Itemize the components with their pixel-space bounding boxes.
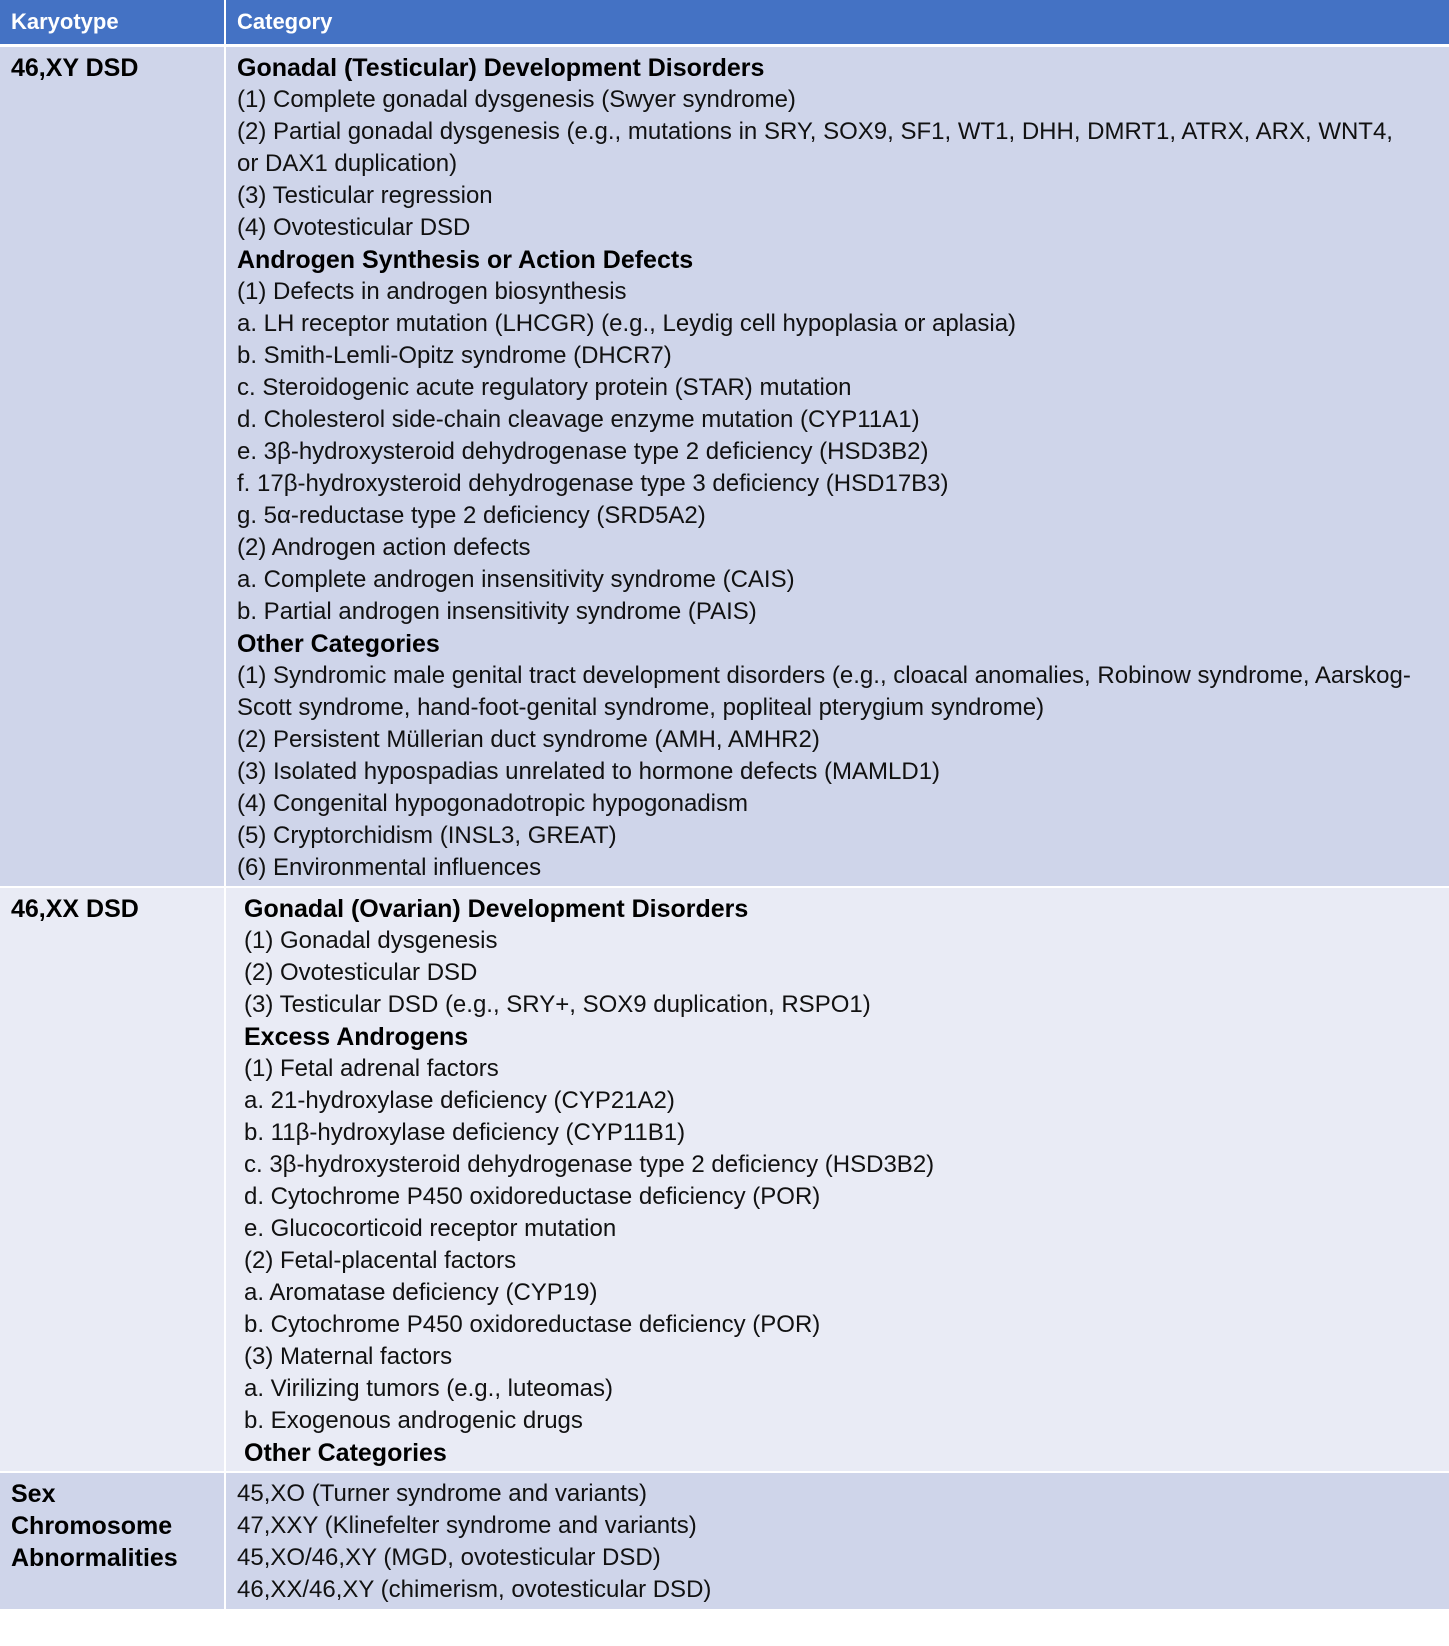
category-item: 46,XX/46,XY (chimerism, ovotesticular DSD) bbox=[237, 1576, 712, 1603]
category-item: (1) Fetal adrenal factors bbox=[244, 1055, 499, 1082]
category-item: (3) Testicular regression bbox=[237, 182, 493, 209]
category-item: d. Cholesterol side-chain cleavage enzyme mutation (CYP11A1) bbox=[237, 406, 920, 433]
category-item: a. Aromatase deficiency (CYP19) bbox=[244, 1279, 598, 1306]
category-item: (2) Fetal-placental factors bbox=[244, 1247, 517, 1274]
category-item: (2) Ovotesticular DSD bbox=[244, 959, 478, 986]
category-heading: Other Categories bbox=[237, 630, 440, 658]
category-item: g. 5α-reductase type 2 deficiency (SRD5A2) bbox=[237, 502, 706, 529]
category-item: a. Virilizing tumors (e.g., luteomas) bbox=[244, 1375, 614, 1402]
category-cell bbox=[225, 887, 1449, 1472]
category-item: b. Partial androgen insensitivity syndrome (PAIS) bbox=[237, 598, 757, 625]
category-item: (1) Syndromic male genital tract development disorders (e.g., cloacal anomalies, Robinow syndrome, Aarskog-Scott syndrome, hand-foot-genital syndrome, popliteal pterygium syndrome) bbox=[237, 662, 1411, 721]
category-item: (5) Cryptorchidism (INSL3, GREAT) bbox=[237, 822, 617, 849]
category-item: f. 17β-hydroxysteroid dehydrogenase type 3 deficiency (HSD17B3) bbox=[237, 470, 949, 497]
category-heading: Androgen Synthesis or Action Defects bbox=[237, 246, 694, 274]
header-category: Category bbox=[225, 0, 1449, 46]
category-item: b. 11β-hydroxylase deficiency (CYP11B1) bbox=[244, 1119, 686, 1146]
category-item: e. Glucocorticoid receptor mutation bbox=[244, 1215, 617, 1242]
category-heading: Gonadal (Testicular) Development Disorders bbox=[237, 54, 765, 82]
category-item: 45,XO (Turner syndrome and variants) bbox=[237, 1480, 647, 1507]
table-row bbox=[0, 887, 1449, 1472]
category-item: (3) Isolated hypospadias unrelated to hormone defects (MAMLD1) bbox=[237, 758, 941, 785]
category-item: a. LH receptor mutation (LHCGR) (e.g., Leydig cell hypoplasia or aplasia) bbox=[237, 310, 1017, 337]
category-item: (4) Congenital hypogonadotropic hypogonadism bbox=[237, 790, 749, 817]
header-karyotype: Karyotype bbox=[0, 0, 225, 46]
category-cell bbox=[225, 46, 1449, 888]
category-heading: Excess Androgens bbox=[244, 1023, 469, 1051]
category-item: (1) Gonadal dysgenesis bbox=[244, 927, 498, 954]
category-item: (6) Environmental influences bbox=[237, 854, 542, 881]
category-item: (2) Persistent Müllerian duct syndrome (AMH, AMHR2) bbox=[237, 726, 820, 753]
table-row bbox=[0, 46, 1449, 888]
category-item: b. Exogenous androgenic drugs bbox=[244, 1407, 583, 1434]
category-item: d. Cytochrome P450 oxidoreductase deficiency (POR) bbox=[244, 1183, 821, 1210]
category-item: e. 3β-hydroxysteroid dehydrogenase type 2 deficiency (HSD3B2) bbox=[237, 438, 929, 465]
category-item: (1) Complete gonadal dysgenesis (Swyer syndrome) bbox=[237, 86, 796, 113]
category-item: (2) Partial gonadal dysgenesis (e.g., mutations in SRY, SOX9, SF1, WT1, DHH, DMRT1, ATRX, ARX, WNT4, or DAX1 duplication) bbox=[237, 118, 1393, 177]
karyotype-cell: 46,XY DSD bbox=[0, 46, 225, 888]
category-item: a. 21-hydroxylase deficiency (CYP21A2) bbox=[244, 1087, 675, 1114]
category-item: 47,XXY (Klinefelter syndrome and variants) bbox=[237, 1512, 697, 1539]
category-item: (4) Ovotesticular DSD bbox=[237, 214, 471, 241]
category-cell bbox=[225, 1472, 1449, 1609]
table-row bbox=[0, 1472, 1449, 1609]
category-heading: Gonadal (Ovarian) Development Disorders bbox=[244, 895, 749, 923]
category-item: c. Steroidogenic acute regulatory protein (STAR) mutation bbox=[237, 374, 852, 401]
category-heading: Other Categories bbox=[244, 1439, 447, 1467]
category-item: a. Complete androgen insensitivity syndrome (CAIS) bbox=[237, 566, 795, 593]
category-item: (1) Defects in androgen biosynthesis bbox=[237, 278, 627, 305]
karyotype-cell: Sex Chromosome Abnormalities bbox=[0, 1472, 225, 1609]
header-row bbox=[0, 0, 1449, 46]
category-item: 45,XO/46,XY (MGD, ovotesticular DSD) bbox=[237, 1544, 661, 1571]
category-item: (2) Androgen action defects bbox=[237, 534, 531, 561]
category-item: c. 3β-hydroxysteroid dehydrogenase type 2 deficiency (HSD3B2) bbox=[244, 1151, 935, 1178]
category-item: (3) Testicular DSD (e.g., SRY+, SOX9 duplication, RSPO1) bbox=[244, 991, 871, 1018]
category-item: b. Smith-Lemli-Opitz syndrome (DHCR7) bbox=[237, 342, 672, 369]
category-item: (3) Maternal factors bbox=[244, 1343, 453, 1370]
category-item: b. Cytochrome P450 oxidoreductase deficiency (POR) bbox=[244, 1311, 821, 1338]
karyotype-cell: 46,XX DSD bbox=[0, 887, 225, 1472]
